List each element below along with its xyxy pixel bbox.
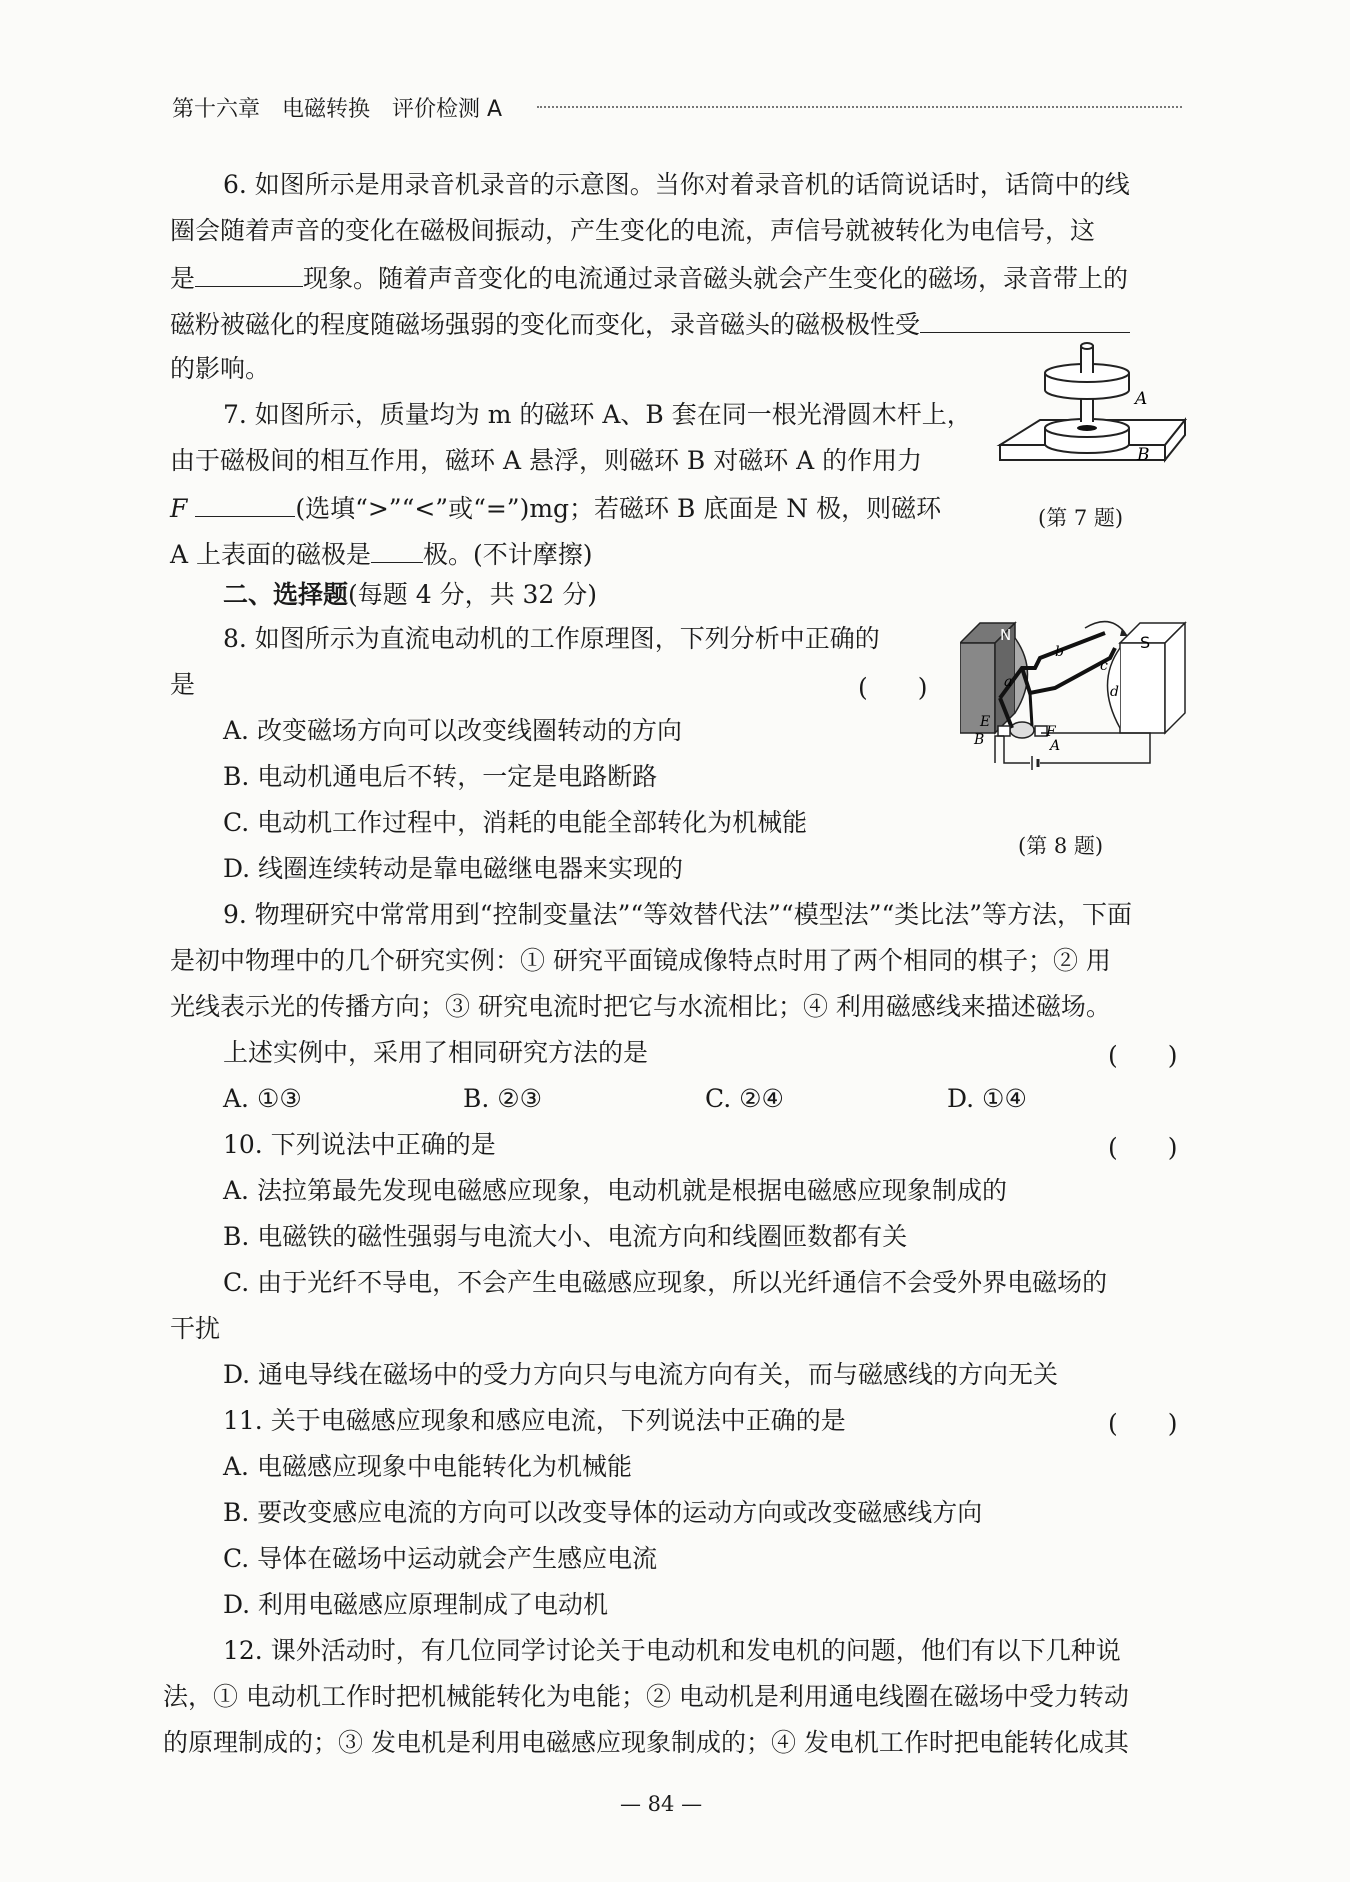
- q11-answer-paren[interactable]: ( ): [1108, 1409, 1178, 1438]
- q11-option-a: A. 电磁感应现象中电能转化为机械能: [223, 1452, 632, 1481]
- q10-answer-paren[interactable]: ( ): [1108, 1133, 1178, 1162]
- q9-answer-paren[interactable]: ( ): [1108, 1041, 1178, 1070]
- q12-line3: 的原理制成的；③ 发电机是利用电磁感应现象制成的；④ 发电机工作时把电能转化成其: [163, 1728, 1129, 1757]
- label-a: a: [1004, 674, 1013, 690]
- section2-heading: [223, 578, 597, 612]
- label-e: E: [980, 714, 991, 730]
- q9-option-c: C. ②④: [705, 1084, 784, 1113]
- q11-option-b: B. 要改变感应电流的方向可以改变导体的运动方向或改变磁感线方向: [223, 1498, 983, 1527]
- q6-blank1[interactable]: [195, 260, 303, 287]
- q10-option-d: D. 通电导线在磁场中的受力方向只与电流方向有关，而与磁感线的方向无关: [223, 1360, 1059, 1389]
- q11-line1: 11. 关于电磁感应现象和感应电流，下列说法中正确的是: [223, 1406, 846, 1435]
- q8-option-a: A. 改变磁场方向可以改变线圈转动的方向: [223, 716, 682, 745]
- q8-line1: 8. 如图所示为直流电动机的工作原理图，下列分析中正确的: [223, 624, 880, 653]
- q8-option-b: B. 电动机通电后不转，一定是电路断路: [223, 762, 658, 791]
- q9-option-a: A. ①③: [223, 1084, 302, 1113]
- q7-line3: [170, 490, 941, 526]
- section2-note: (每题 4 分，共 32 分): [348, 580, 598, 609]
- label-brush-a: A: [1050, 738, 1061, 754]
- q7-blank1[interactable]: [195, 490, 295, 517]
- label-d: d: [1110, 684, 1119, 700]
- q7-figure-caption: (第 7 题): [1038, 506, 1124, 530]
- q7-line3-post: (选填“>”“<”或“=”)mg；若磁环 B 底面是 N 极，则磁环: [295, 494, 942, 523]
- q7-line1: 7. 如图所示，质量均为 m 的磁环 A、B 套在同一根光滑圆木杆上，: [223, 400, 972, 429]
- q8-line2: 是: [170, 670, 196, 699]
- q9-option-d: D. ①④: [947, 1084, 1027, 1113]
- q10-option-b: B. 电磁铁的磁性强弱与电流大小、电流方向和线圈匝数都有关: [223, 1222, 908, 1251]
- q10-option-c-line2: 干扰: [170, 1314, 221, 1343]
- q6-line3-pre: 是: [170, 264, 196, 293]
- q10-option-c-line1: C. 由于光纤不导电，不会产生电磁感应现象，所以光纤通信不会受外界电磁场的: [223, 1268, 1108, 1297]
- label-f: F: [1046, 724, 1056, 740]
- q6-line4: [170, 306, 1130, 342]
- page-number: — 84 —: [620, 1792, 703, 1816]
- q9-line4: 上述实例中，采用了相同研究方法的是: [223, 1038, 649, 1067]
- q7-line3-pre: F: [170, 494, 188, 523]
- header-title: 第十六章 电磁转换 评价检测 A: [172, 97, 503, 122]
- q6-blank2[interactable]: [920, 306, 1130, 333]
- label-c: c: [1100, 658, 1108, 674]
- q9-line3: 光线表示光的传播方向；③ 研究电流时把它与水流相比；④ 利用磁感线来描述磁场。: [170, 992, 1111, 1021]
- q6-line5: 的影响。: [170, 354, 271, 383]
- q12-line1: 12. 课外活动时，有几位同学讨论关于电动机和发电机的问题，他们有以下几种说: [223, 1636, 1121, 1665]
- q6-line2: 圈会随着声音的变化在磁极间振动，产生变化的电流，声信号就被转化为电信号，这: [170, 216, 1096, 245]
- q12-line2: 法，① 电动机工作时把机械能转化为电能；② 电动机是利用通电线圈在磁场中受力转动: [163, 1682, 1129, 1711]
- ring-b-label: B: [1137, 445, 1150, 465]
- section2-title: 二、选择题: [223, 580, 349, 609]
- q11-option-d: D. 利用电磁感应原理制成了电动机: [223, 1590, 609, 1619]
- north-pole-label: N: [1000, 626, 1012, 644]
- q7-line4-pre: A 上表面的磁极是: [170, 540, 372, 569]
- q7-line2: 由于磁极间的相互作用，磁环 A 悬浮，则磁环 B 对磁环 A 的作用力: [170, 446, 923, 475]
- dc-motor-figure: [960, 618, 1190, 808]
- label-b: b: [1055, 644, 1064, 660]
- q8-answer-paren[interactable]: ( ): [858, 673, 928, 702]
- q6-line1: 6. 如图所示是用录音机录音的示意图。当你对着录音机的话筒说话时，话筒中的线: [223, 170, 1130, 199]
- q9-line1: 9. 物理研究中常常用到“控制变量法”“等效替代法”“模型法”“类比法”等方法，下面: [223, 900, 1133, 929]
- q7-line4: [170, 536, 593, 572]
- q6-line3-post: 现象。随着声音变化的电流通过录音磁头就会产生变化的磁场，录音带上的: [303, 264, 1129, 293]
- q8-option-d: D. 线圈连续转动是靠电磁继电器来实现的: [223, 854, 684, 883]
- q7-line4-post: 极。(不计摩擦): [423, 540, 593, 569]
- south-pole-label: S: [1140, 633, 1151, 652]
- q9-line2: 是初中物理中的几个研究实例：① 研究平面镜成像特点时用了两个相同的棋子；② 用: [170, 946, 1111, 975]
- q7-blank2[interactable]: [371, 536, 423, 563]
- ring-a-label: A: [1135, 389, 1148, 409]
- q6-line4-text: 磁粉被磁化的程度随磁场强弱的变化而变化，录音磁头的磁极极性受: [170, 310, 921, 339]
- label-brush-b: B: [974, 732, 985, 748]
- q9-option-b: B. ②③: [463, 1084, 543, 1113]
- q6-line3: [170, 260, 1128, 296]
- header-rule: [537, 106, 1182, 108]
- q8-figure-caption: (第 8 题): [1018, 834, 1104, 858]
- magnet-rings-figure: [985, 340, 1190, 505]
- q8-option-c: C. 电动机工作过程中，消耗的电能全部转化为机械能: [223, 808, 808, 837]
- running-header: [172, 92, 1182, 122]
- q11-option-c: C. 导体在磁场中运动就会产生感应电流: [223, 1544, 658, 1573]
- q10-line1: 10. 下列说法中正确的是: [223, 1130, 496, 1159]
- q10-option-a: A. 法拉第最先发现电磁感应现象，电动机就是根据电磁感应现象制成的: [223, 1176, 1007, 1205]
